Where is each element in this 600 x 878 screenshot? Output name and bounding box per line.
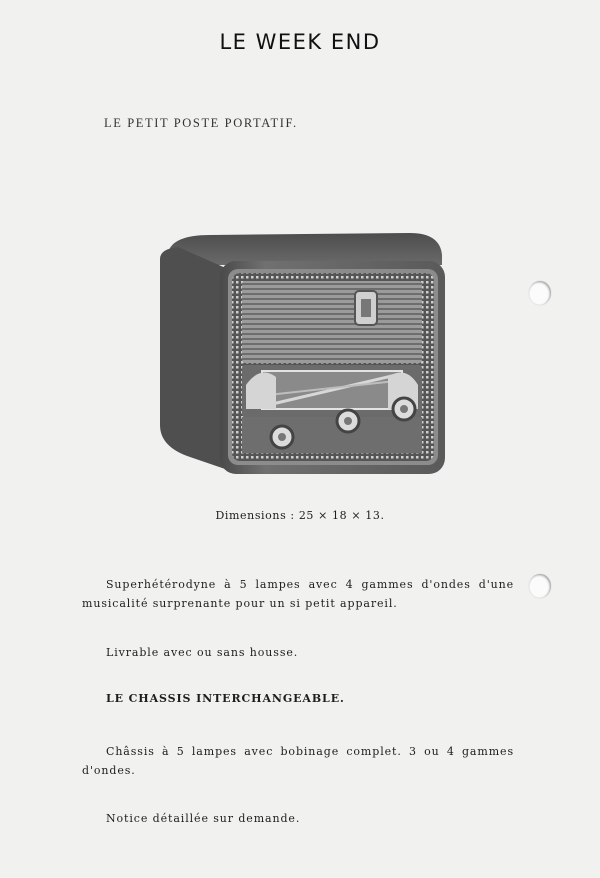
- chassis-heading: LE CHASSIS INTERCHANGEABLE.: [106, 692, 345, 705]
- description-line-1: Superhétérodyne à 5 lampes avec 4 gammes d'ondes d'une: [106, 578, 514, 591]
- description-line-2: musicalité surprenante pour un si petit appareil.: [82, 597, 398, 610]
- chassis-line-2: d'ondes.: [82, 764, 136, 777]
- dimensions: Dimensions : 25 × 18 × 13.: [215, 509, 385, 522]
- punch-hole-top: [529, 281, 551, 305]
- subtitle: LE PETIT POSTE PORTATIF.: [104, 116, 298, 130]
- chassis-paragraph: [82, 742, 514, 780]
- chassis-line-1: Châssis à 5 lampes avec bobinage complet. 3 ou 4 gammes: [106, 745, 514, 758]
- radio-photo: [150, 225, 450, 480]
- punch-hole-bottom: [529, 574, 551, 598]
- availability-text: Livrable avec ou sans housse.: [106, 646, 299, 659]
- notice-text: Notice détaillée sur demande.: [106, 812, 301, 825]
- page-title: LE WEEK END: [219, 30, 381, 54]
- description-paragraph: [82, 575, 514, 613]
